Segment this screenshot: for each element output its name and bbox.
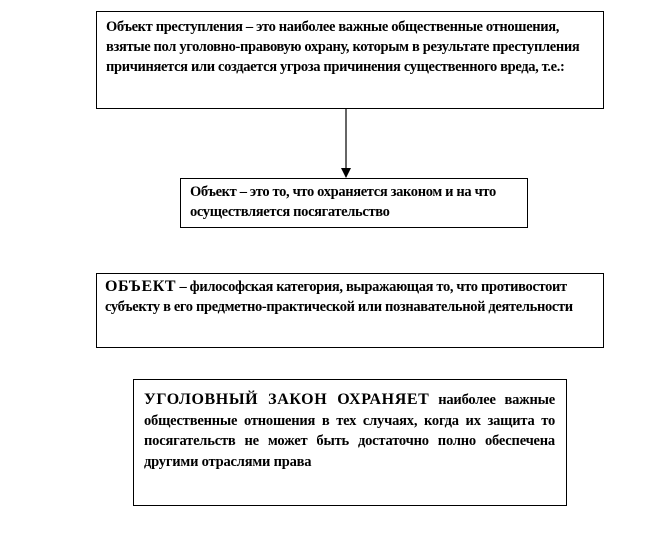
philosophical-object-text: – философская категория, выражающая то, что противостоит субъекту в его предметно-практической или познавательной деятельности bbox=[105, 279, 573, 315]
criminal-law-text: наиболее важные общественные отношения в тех случаях, когда их защита то посягательств не может быть достаточно полно обеспечена другими отраслями права bbox=[144, 392, 555, 470]
philosophical-object-lead: ОБЪЕКТ bbox=[105, 278, 177, 295]
philosophical-object-paragraph bbox=[105, 277, 597, 317]
object-definition-text: Объект – это то, что охраняется законом и на что осуществляется посягательство bbox=[190, 184, 496, 220]
philosophical-object-box bbox=[96, 273, 604, 348]
object-of-crime-text: Объект преступления – это наиболее важные общественные отношения, взятые пол уголовно-правовую охрану, которым в результате преступления причиняется или создается угроза причинения существенного вреда, т.е.: bbox=[106, 19, 580, 75]
criminal-law-protects-box bbox=[133, 379, 567, 506]
object-of-crime-box bbox=[96, 11, 604, 109]
criminal-law-paragraph bbox=[144, 390, 555, 472]
object-definition-box bbox=[180, 178, 528, 228]
criminal-law-lead: УГОЛОВНЫЙ ЗАКОН ОХРАНЯЕТ bbox=[144, 391, 430, 408]
